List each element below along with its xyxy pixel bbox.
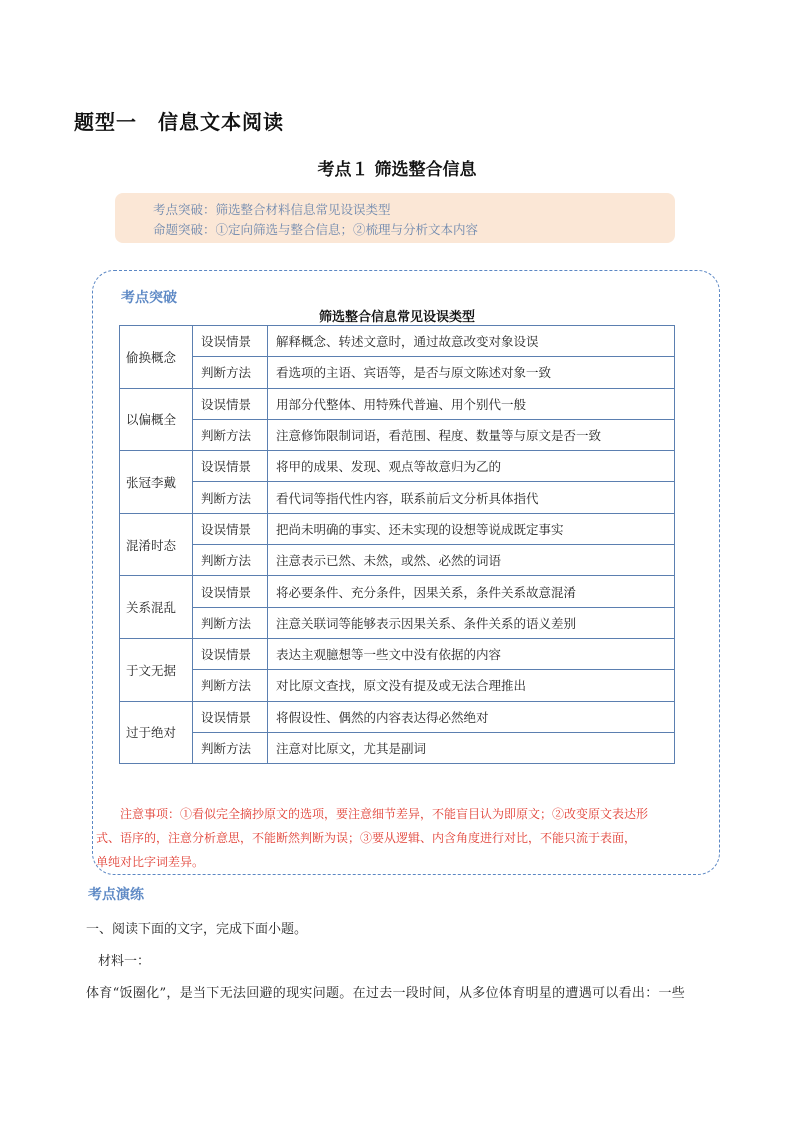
tip-box [115, 193, 675, 243]
method-text: 注意表示已然、未然，或然、必然的词语 [268, 545, 675, 576]
method-text: 看代词等指代性内容，联系前后文分析具体指代 [268, 482, 675, 513]
table-row [120, 357, 675, 388]
scenario-label: 设误情景 [193, 326, 268, 357]
scenario-label: 设误情景 [193, 388, 268, 419]
section-title: 题型一 信息文本阅读 [74, 110, 284, 134]
question-instruction: 一、阅读下面的文字，完成下面小题。 [86, 922, 308, 937]
table-row [120, 482, 675, 513]
table-row [120, 326, 675, 357]
scenario-text: 解释概念、转述文意时，通过故意改变对象设误 [268, 326, 675, 357]
scenario-text: 把尚未明确的事实、还未实现的设想等说成既定事实 [268, 513, 675, 544]
table-row [120, 576, 675, 607]
practice-heading: 考点演练 [88, 887, 144, 903]
trap-category: 以偏概全 [120, 388, 193, 451]
method-label: 判断方法 [193, 545, 268, 576]
trap-category: 于文无据 [120, 638, 193, 701]
table-row [120, 701, 675, 732]
table-row [120, 388, 675, 419]
table-title: 筛选整合信息常见设误类型 [318, 310, 475, 325]
scenario-label: 设误情景 [193, 701, 268, 732]
scenario-text: 将假设性、偶然的内容表达得必然绝对 [268, 701, 675, 732]
method-text: 对比原文查找，原文没有提及或无法合理推出 [268, 670, 675, 701]
material-label: 材料一： [98, 954, 151, 969]
method-label: 判断方法 [193, 670, 268, 701]
trap-types-table [119, 325, 675, 764]
note-line: 式、语序的，注意分析意思，不能断然判断为误；③要从逻辑、内含角度进行对比，不能只流于表面， [96, 831, 637, 845]
scenario-text: 将甲的成果、发现、观点等故意归为乙的 [268, 451, 675, 482]
note-line: 单纯对比字词差异。 [96, 855, 205, 869]
trap-category: 偷换概念 [120, 326, 193, 389]
table-row [120, 670, 675, 701]
table-row [120, 545, 675, 576]
scenario-text: 用部分代整体、用特殊代普遍、用个别代一般 [268, 388, 675, 419]
tip-line: 考点突破：筛选整合材料信息常见设误类型 [153, 202, 391, 217]
scenario-label: 设误情景 [193, 513, 268, 544]
method-text: 注意关联词等能够表示因果关系、条件关系的语义差别 [268, 607, 675, 638]
table-row [120, 419, 675, 450]
method-label: 判断方法 [193, 732, 268, 763]
table-row [120, 513, 675, 544]
trap-category: 过于绝对 [120, 701, 193, 764]
table-row [120, 451, 675, 482]
scenario-label: 设误情景 [193, 638, 268, 669]
material-body-text: 体育“饭圈化”，是当下无法回避的现实问题。在过去一段时间，从多位体育明星的遭遇可以看出：一些 [86, 986, 686, 1001]
note-line: 注意事项：①看似完全摘抄原文的选项，要注意细节差异，不能盲目认为即原文；②改变原文表达形 [120, 807, 649, 821]
trap-category: 关系混乱 [120, 576, 193, 639]
scenario-text: 表达主观臆想等一些文中没有依据的内容 [268, 638, 675, 669]
table-row [120, 638, 675, 669]
method-text: 注意修饰限制词语，看范围、程度、数量等与原文是否一致 [268, 419, 675, 450]
trap-category: 张冠李戴 [120, 451, 193, 514]
tip-line: 命题突破：①定向筛选与整合信息；②梳理与分析文本内容 [153, 222, 479, 237]
method-label: 判断方法 [193, 607, 268, 638]
note-text [96, 802, 722, 874]
scenario-label: 设误情景 [193, 451, 268, 482]
table-row [120, 732, 675, 763]
scenario-label: 设误情景 [193, 576, 268, 607]
method-label: 判断方法 [193, 357, 268, 388]
table-row [120, 607, 675, 638]
method-label: 判断方法 [193, 419, 268, 450]
trap-category: 混淆时态 [120, 513, 193, 576]
method-label: 判断方法 [193, 482, 268, 513]
panel-heading: 考点突破 [121, 290, 177, 306]
point-title: 考点１ 筛选整合信息 [317, 160, 477, 180]
scenario-text: 将必要条件、充分条件，因果关系，条件关系故意混淆 [268, 576, 675, 607]
method-text: 注意对比原文，尤其是副词 [268, 732, 675, 763]
method-text: 看选项的主语、宾语等，是否与原文陈述对象一致 [268, 357, 675, 388]
